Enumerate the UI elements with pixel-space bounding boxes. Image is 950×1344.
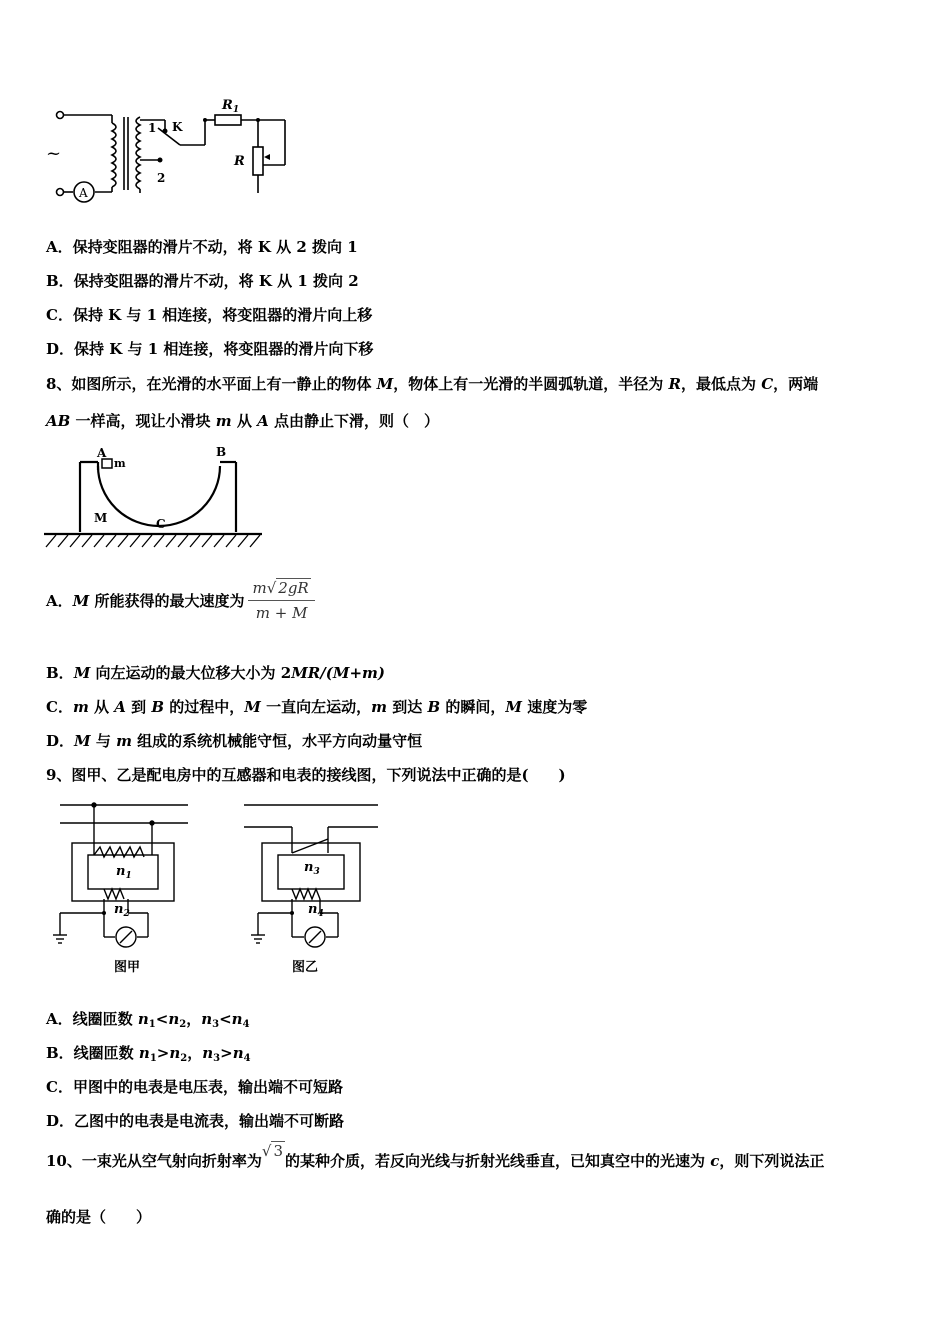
coil-n3-label: $n_3$ bbox=[304, 860, 320, 877]
block-m-label: M bbox=[94, 511, 108, 525]
ac-source-symbol: ~ bbox=[46, 143, 62, 164]
q9-option-d[interactable]: D．乙图中的电表是电流表，输出端不可断路 bbox=[46, 1112, 345, 1130]
q8-stem-line2: AB 一样高，现让小滑块 m 从 A 点由静止下滑，则（ ） bbox=[46, 412, 439, 430]
switch-position-2: 2 bbox=[157, 171, 166, 185]
q10-stem-line2: 确的是（ ） bbox=[46, 1208, 152, 1226]
point-a-label: A bbox=[97, 446, 107, 460]
q8-option-d[interactable]: D．M 与 m 组成的系统机械能守恒，水平方向动量守恒 bbox=[46, 732, 423, 750]
q9-option-a[interactable]: A．线圈匝数 $n_1<n_2$，$n_3<n_4$ bbox=[46, 1010, 250, 1030]
rheostat-label: R bbox=[234, 154, 245, 169]
instrument-transformer-figure bbox=[48, 795, 398, 985]
figure-yi-caption: 图乙 bbox=[292, 960, 319, 975]
transformer-circuit-figure bbox=[40, 95, 300, 205]
q8-option-c[interactable]: C．m 从 A 到 B 的过程中，M 一直向左运动，m 到达 B 的瞬间，M 速度为零 bbox=[46, 698, 588, 716]
q8-stem-line1: 8、如图所示，在光滑的水平面上有一静止的物体 M，物体上有一光滑的半圆弧轨道，半径为 R，最低点为 C，两端 bbox=[46, 375, 819, 393]
q7-option-d[interactable]: D．保持 K 与 1 相连接，将变阻器的滑片向下移 bbox=[46, 340, 374, 358]
switch-position-1: 1 bbox=[148, 121, 157, 135]
q9-option-c[interactable]: C．甲图中的电表是电压表，输出端不可短路 bbox=[46, 1078, 343, 1096]
slider-m-label: m bbox=[114, 457, 126, 470]
ammeter-label: A bbox=[79, 186, 88, 200]
semicircle-track-figure bbox=[42, 442, 267, 552]
q8-option-b[interactable]: B．M 向左运动的最大位移大小为 2MR/(M+m) bbox=[46, 664, 385, 682]
point-c-label: C bbox=[156, 517, 166, 531]
q9-stem: 9、图甲、乙是配电房中的互感器和电表的接线图，下列说法中正确的是( ) bbox=[46, 766, 566, 784]
q7-option-a[interactable]: A．保持变阻器的滑片不动，将 K 从 2 拨向 1 bbox=[46, 238, 358, 256]
point-b-label: B bbox=[216, 445, 227, 459]
switch-label: K bbox=[172, 120, 183, 134]
coil-n1-label: $n_1$ bbox=[116, 864, 132, 881]
sqrt-three: √ 3 bbox=[261, 1142, 283, 1160]
coil-n2-label: $n_2$ bbox=[114, 902, 130, 919]
q7-option-b[interactable]: B．保持变阻器的滑片不动，将 K 从 1 拨向 2 bbox=[46, 272, 359, 290]
q9-option-b[interactable]: B．线圈匝数 $n_1>n_2$，$n_3>n_4$ bbox=[46, 1044, 251, 1064]
max-speed-fraction: $\frac{m√ 2gR}{m + M}$ bbox=[248, 578, 314, 623]
coil-n4-label: $n_4$ bbox=[308, 902, 324, 919]
resistor-r1-label: $R_1$ bbox=[222, 98, 240, 115]
figure-jia-caption: 图甲 bbox=[114, 960, 141, 975]
q7-option-c[interactable]: C．保持 K 与 1 相连接，将变阻器的滑片向上移 bbox=[46, 306, 373, 324]
q10-stem-line1: 10、一束光从空气射向折射率为√ 3的某种介质，若反向光线与折射光线垂直，已知真空中的光速为 c，则下列说法正 bbox=[46, 1142, 825, 1170]
q8-option-a[interactable]: A．M 所能获得的最大速度为 $\frac{m√ 2gR}{m + M}$ bbox=[46, 578, 315, 623]
